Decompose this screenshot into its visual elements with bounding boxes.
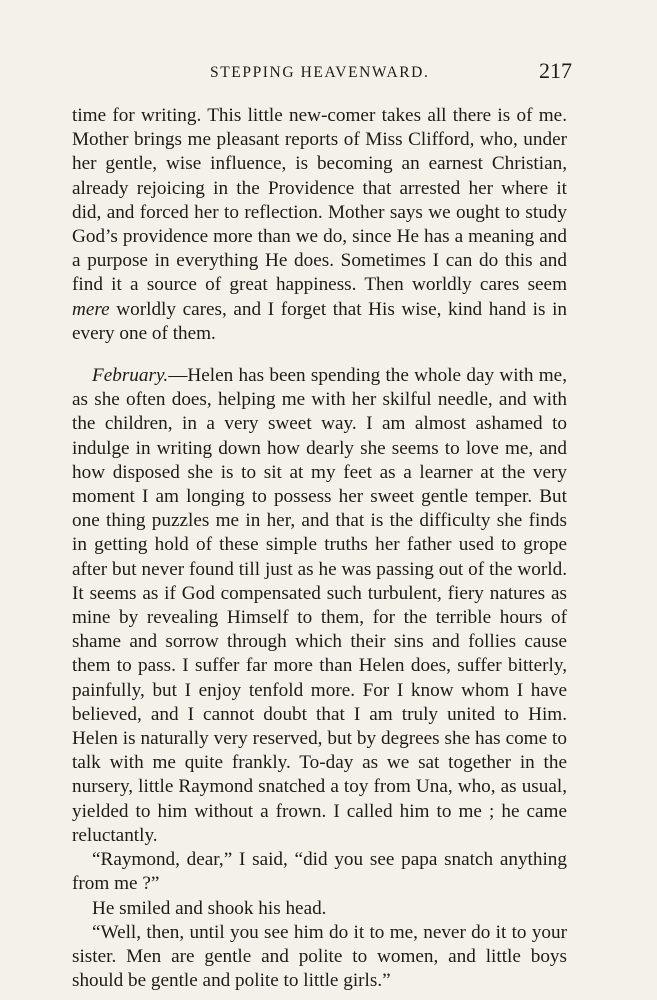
running-title: STEPPING HEAVENWARD.	[210, 64, 430, 81]
body-text	[72, 104, 567, 993]
paragraph-3: “Raymond, dear,” I said, “did you see papa snatch anything from me ?”	[72, 849, 567, 895]
page-header	[72, 58, 572, 92]
paragraph-2	[72, 364, 567, 848]
page-number: 217	[539, 58, 572, 83]
paragraph-5: “Well, then, until you see him do it to me, never do it to your sister. Men are gentle and polite to women, and little boys should be gentle and polite to little girls.”	[72, 921, 567, 992]
paragraph-2-text: —Helen has been spending the whole day with me, as she often does, helping me with her skilful needle, and with the children, in a very sweet way. I am almost ashamed to indulge in writing down how dearly she seems to love me, and how disposed she is to sit at my feet as a learner at the very moment I am longing to possess her sweet gentle temper. But one thing puzzles me in her, and that is the difficulty she finds in getting hold of these simple truths her father used to grope after but never found till just as he was passing out of the world. It seems as if God compensated such turbulent, fiery natures as mine by revealing Himself to them, for the terrible hours of shame and sorrow through which their sins and follies cause them to pass. I suffer far more than Helen does, suffer bitterly, painfully, but I enjoy tenfold more. For I know whom I have believed, and I cannot doubt that I am truly united to Him. Helen is naturally very reserved, but by degrees she has come to talk with me quite frankly. To-day as we sat together in the nursery, little Raymond snatched a toy from Una, who, as usual, yielded to him without a frown. I called him to me ; he came reluctantly.	[72, 365, 567, 846]
paragraph-4: He smiled and shook his head.	[92, 897, 327, 919]
paragraph-1: time for writing. This little new-comer takes all there is of me. Mother brings me pleasant reports of Miss Clifford, who, under her gentle, wise influence, is becoming an earnest Christian, already rejoicing in the Providence that arrested her where it did, and forced her to reflection. Mother says we ought to study God’s providence more than we do, since He has a meaning and a purpose in everything He does. Sometimes I can do this and find it a source of great happiness. Then worldly cares seem mere worldly cares, and I forget that His wise, kind hand is in every one of them.	[72, 105, 567, 344]
entry-date: February.	[92, 365, 169, 387]
emphasis-mere: mere	[72, 298, 110, 320]
